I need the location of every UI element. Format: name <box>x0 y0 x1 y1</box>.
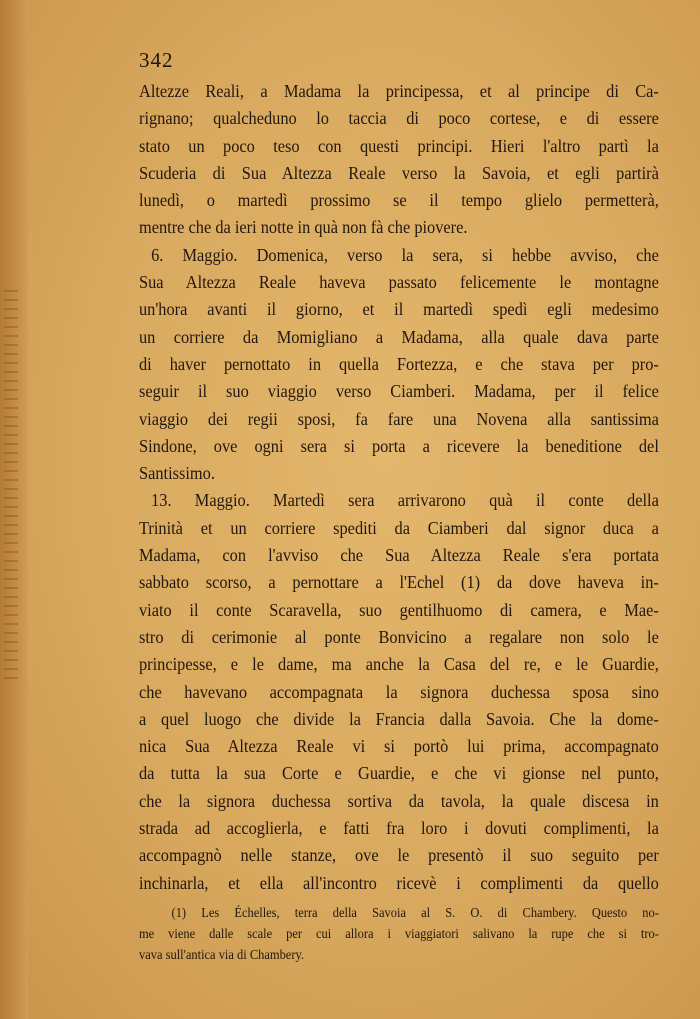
text-line: principesse, e le dame, ma anche la Casa del re, e le Guardie, <box>139 654 659 675</box>
text-line: 13. Maggio. Martedì sera arrivarono quà il conte della <box>151 490 659 511</box>
gutter-bleed-through <box>4 290 18 680</box>
page-number: 342 <box>139 48 174 72</box>
text-line: viaggio dei regii sposi, fa fare una Novena alla santissima <box>139 408 659 429</box>
footnote-line: (1) Les Échelles, terra della Savoia al S. O. di Chambery. Questo no- <box>171 905 659 920</box>
text-line: che havevano accompagnata la signora duchessa sposa sino <box>139 681 659 702</box>
text-line: Trinità et un corriere spediti da Ciamberi dal signor duca a <box>139 517 659 538</box>
text-line: da tutta la sua Corte e Guardie, e che vi gionse nel punto, <box>139 763 659 784</box>
text-line: rignano; qualcheduno lo taccia di poco cortese, e di essere <box>139 108 659 129</box>
text-line: seguir il suo viaggio verso Ciamberi. Madama, per il felice <box>139 381 659 402</box>
text-line: strada ad accoglierla, e fatti fra loro i dovuti complimenti, la <box>139 818 659 839</box>
text-line: stato un poco teso con questi principi. Hieri l'altro partì la <box>139 135 659 156</box>
text-line: Santissimo. <box>139 463 215 484</box>
text-line: un corriere da Momigliano a Madama, alla quale dava parte <box>139 326 659 347</box>
text-line: che la signora duchessa sortiva da tavola, la quale discesa in <box>139 790 659 811</box>
footnote-line: vava sull'antica via di Chambery. <box>139 947 305 962</box>
body-text <box>139 78 659 897</box>
text-line: un'hora avanti il giorno, et il martedì spedì egli medesimo <box>139 299 659 320</box>
text-line: a quel luogo che divide la Francia dalla Savoia. Che la dome- <box>139 708 659 729</box>
text-line: Sindone, ove ogni sera si porta a ricevere la beneditione del <box>139 435 659 456</box>
text-line: di haver pernottato in quella Fortezza, e che stava per pro- <box>139 353 659 374</box>
footnote <box>139 902 659 965</box>
text-line: nica Sua Altezza Reale vi si portò lui prima, accompagnato <box>139 736 659 757</box>
text-line: lunedì, o martedì prossimo se il tempo glielo permetterà, <box>139 190 659 211</box>
text-line: Madama, con l'avviso che Sua Altezza Reale s'era portata <box>139 545 659 566</box>
page-gutter <box>0 0 28 1019</box>
text-line: Scuderia di Sua Altezza Reale verso la Savoia, et egli partirà <box>139 162 659 183</box>
text-line: sabbato scorso, a pernottare a l'Echel (1) da dove haveva in- <box>139 572 659 593</box>
text-line: mentre che da ieri notte in quà non fà che piovere. <box>139 217 468 238</box>
text-line: accompagnò nelle stanze, ove le presentò il suo seguito per <box>139 845 659 866</box>
footnote-line: me viene dalle scale per cui allora i viaggiatori salivano la rupe che si tro- <box>139 926 659 941</box>
text-line: inchinarla, et ella all'incontro ricevè i complimenti da quello <box>139 872 659 893</box>
text-line: 6. Maggio. Domenica, verso la sera, si hebbe avviso, che <box>151 244 659 265</box>
text-line: viato il conte Scaravella, suo gentilhuomo di camera, e Mae- <box>139 599 659 620</box>
text-line: stro di cerimonie al ponte Bonvicino a regalare non solo le <box>139 626 659 647</box>
text-line: Sua Altezza Reale haveva passato felicemente le montagne <box>139 272 659 293</box>
text-line: Altezze Reali, a Madama la principessa, et al principe di Ca- <box>139 81 659 101</box>
